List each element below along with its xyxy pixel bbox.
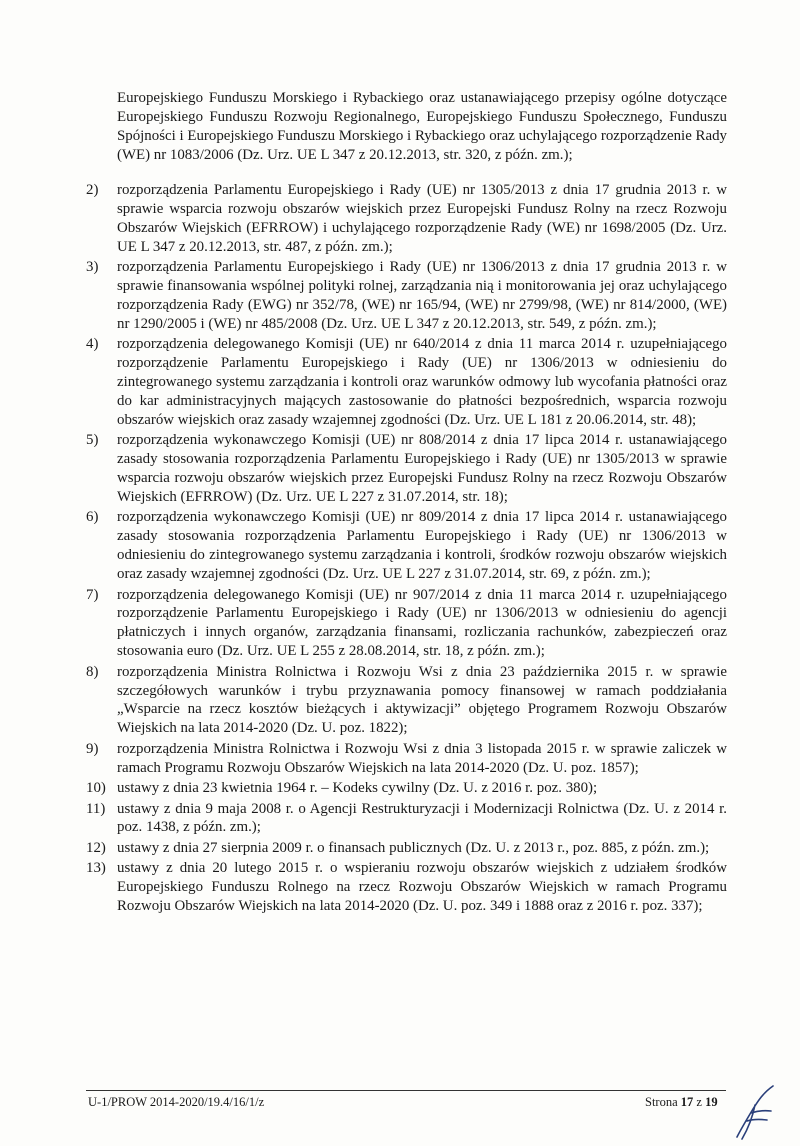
list-item — [86, 839, 727, 858]
list-item-number: 2) — [86, 182, 99, 198]
list-item-text: ustawy z dnia 9 maja 2008 r. o Agencji Restrukturyzacji i Modernizacji Rolnictwa (Dz. U. z 2014 r. poz. 1438, z późn. zm.); — [117, 800, 727, 836]
page-current: 17 — [680, 1095, 694, 1109]
lead-paragraph: Europejskiego Funduszu Morskiego i Rybackiego oraz ustanawiającego przepisy ogólne dotyczące Europejskiego Funduszu Rozwoju Regionalnego, Europejskiego Funduszu Społecznego, Funduszu Spójności i Europejskiego Funduszu Morskiego i Rybackiego oraz uchylającego rozporządzenie Rady (WE) nr 1083/2006 (Dz. Urz. UE L 347 z 20.12.2013, str. 320, z późn. zm.); — [117, 90, 727, 163]
list-item-text: rozporządzenia Parlamentu Europejskiego i Rady (UE) nr 1306/2013 z dnia 17 grudnia 2013 r. w sprawie finansowania wspólnej polityki rolnej, zarządzania nią i monitorowania jej oraz uchylającego rozporządzenia Rady (EWG) nr 352/78, (WE) nr 165/94, (WE) nr 2799/98, (WE) nr 814/2000, (WE) nr 1290/2005 i (WE) nr 485/2008 (Dz. Urz. UE L 347 z 20.12.2013, str. 549, z późn. zm.); — [117, 259, 727, 332]
list-item — [86, 335, 727, 430]
list-item-number: 12) — [86, 839, 106, 856]
list-item — [86, 800, 727, 838]
list-item — [86, 508, 727, 584]
footer-page-number — [645, 1095, 718, 1110]
list-item-number: 9) — [86, 740, 99, 757]
list-item-number: 4) — [86, 336, 99, 353]
list-item-number: 6) — [86, 509, 99, 526]
list-item-number: 8) — [86, 663, 99, 680]
list-item-number: 10) — [86, 780, 106, 797]
list-item — [86, 663, 727, 739]
list-item — [86, 586, 727, 662]
list-item-text: rozporządzenia delegowanego Komisji (UE) nr 640/2014 z dnia 11 marca 2014 r. uzupełniającego rozporządzenie Parlamentu Europejskiego i Rady (UE) nr 1306/2013 w odniesieniu do zintegrowanego systemu zarządzania i kontroli oraz warunków odmowy lub wycofania płatności oraz do kar administracyjnych mających zastosowanie do płatności bezpośrednich, wsparcia rozwoju obszarów wiejskich oraz zasady wzajemnej zgodności (Dz. Urz. UE L 181 z 20.06.2014, str. 48); — [117, 336, 727, 428]
page-total: 19 — [705, 1095, 718, 1109]
list-item-text: ustawy z dnia 27 sierpnia 2009 r. o finansach publicznych (Dz. U. z 2013 r., poz. 885, z późn. zm.); — [117, 839, 710, 856]
list-item-number: 11) — [86, 800, 106, 817]
list-item-text: rozporządzenia wykonawczego Komisji (UE) nr 809/2014 z dnia 17 lipca 2014 r. ustanawiającego zasady stosowania rozporządzenia Parlamentu Europejskiego i Rady (UE) nr 1306/2013 w odniesieniu do zintegrowanego systemu zarządzania i kontroli, środków rozwoju obszarów wiejskich oraz zasady wzajemnej zgodności (Dz. Urz. UE L 227 z 31.07.2014, str. 69, z późn. zm.); — [117, 509, 727, 583]
list-item-text: rozporządzenia wykonawczego Komisji (UE) nr 808/2014 z dnia 17 lipca 2014 r. ustanawiającego zasady stosowania rozporządzenia Parlamentu Europejskiego i Rady (UE) nr 1305/2013 w sprawie wsparcia rozwoju obszarów wiejskich przez Europejski Fundusz Rolny na rzecz Rozwoju Obszarów Wiejskich (EFRROW) (Dz. Urz. UE L 227 z 31.07.2014, str. 18); — [117, 432, 727, 505]
regulation-list — [86, 181, 727, 917]
list-item-number: 13) — [86, 860, 106, 877]
list-item — [86, 740, 727, 778]
page-label: Strona — [645, 1095, 678, 1109]
handwritten-signature — [733, 1083, 777, 1141]
list-item — [86, 431, 727, 507]
list-item — [86, 181, 727, 257]
list-item — [86, 859, 727, 916]
list-item — [86, 258, 727, 334]
footer-divider — [86, 1090, 726, 1091]
list-item-text: rozporządzenia Parlamentu Europejskiego i Rady (UE) nr 1305/2013 z dnia 17 grudnia 2013 r. w sprawie wsparcia rozwoju obszarów wiejskich przez Europejski Fundusz Rolny na rzecz Rozwoju Obszarów Wiejskich (EFRROW) i uchylającego rozporządzenie Rady (WE) nr 1698/2005 (Dz. Urz. UE L 347 z 20.12.2013, str. 487, z późn. zm.); — [117, 182, 727, 255]
list-item — [86, 779, 727, 798]
list-item-number: 5) — [86, 432, 99, 449]
list-item-text: rozporządzenia delegowanego Komisji (UE) nr 907/2014 z dnia 11 marca 2014 r. uzupełniającego rozporządzenie Parlamentu Europejskiego i Rady (UE) nr 1306/2013 w odniesieniu do agencji płatniczych i innych organów, zarządzania finansami, rozliczania rachunków, zabezpieczeń oraz stosowania euro (Dz. Urz. UE L 255 z 28.08.2014, str. 18, z późn. zm.); — [117, 586, 727, 660]
list-item-number: 3) — [86, 259, 99, 276]
list-item-text: rozporządzenia Ministra Rolnictwa i Rozwoju Wsi z dnia 3 listopada 2015 r. w sprawie zaliczek w ramach Programu Rozwoju Obszarów Wiejskich na lata 2014-2020 (Dz. U. poz. 1857); — [117, 740, 727, 776]
list-item-text: ustawy z dnia 20 lutego 2015 r. o wspieraniu rozwoju obszarów wiejskich z udziałem środków Europejskiego Funduszu Rolnego na rzecz Rozwoju Obszarów Wiejskich w ramach Programu Rozwoju Obszarów Wiejskich na lata 2014-2020 (Dz. U. poz. 349 i 1888 oraz z 2016 r. poz. 337); — [117, 860, 727, 915]
list-item-text: ustawy z dnia 23 kwietnia 1964 r. – Kodeks cywilny (Dz. U. z 2016 r. poz. 380); — [117, 780, 598, 797]
footer-doc-reference: U-1/PROW 2014-2020/19.4/16/1/z — [88, 1095, 265, 1109]
list-item-number: 7) — [86, 586, 99, 603]
page-separator: z — [696, 1095, 702, 1109]
list-item-text: rozporządzenia Ministra Rolnictwa i Rozwoju Wsi z dnia 23 października 2015 r. w sprawie szczegółowych warunków i trybu przyznawania pomocy finansowej w ramach poddziałania „Wsparcie na rzecz kosztów bieżących i aktywizacji” objętego Programem Rozwoju Obszarów Wiejskich na lata 2014-2020 (Dz. U. poz. 1822); — [117, 663, 727, 737]
